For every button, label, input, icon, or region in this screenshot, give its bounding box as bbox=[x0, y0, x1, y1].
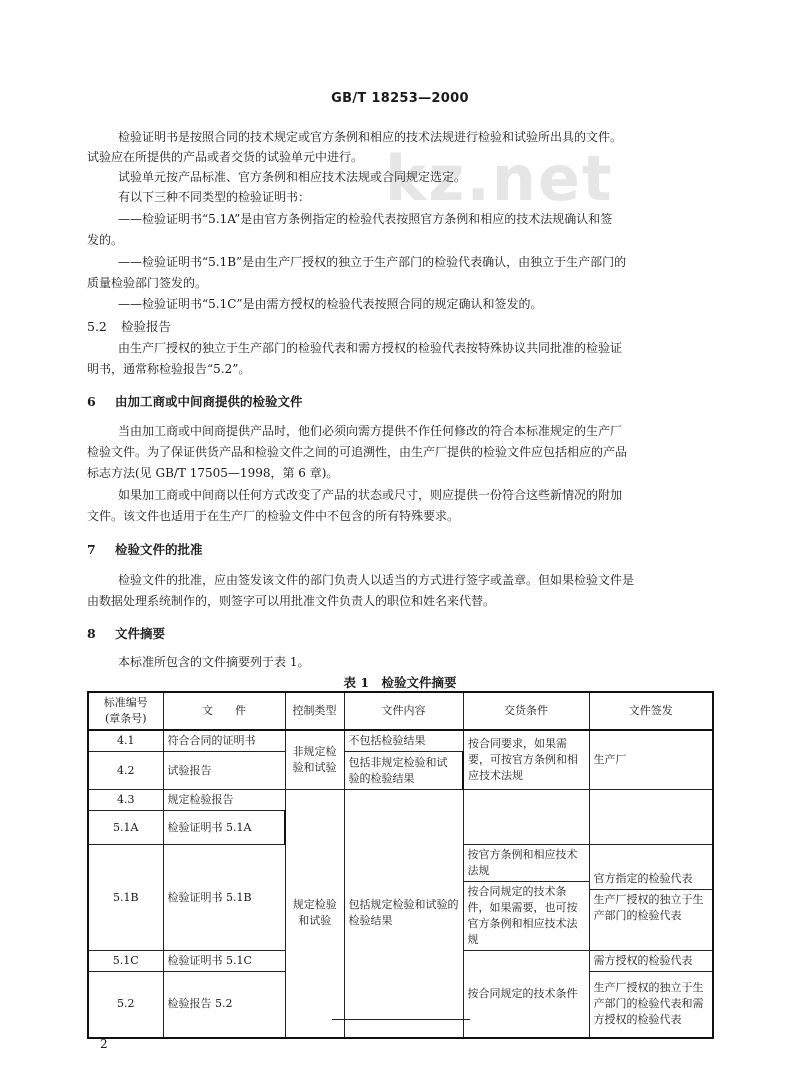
body-paragraph-line: 检验证明书是按照合同的技术规定或官方条例和相应的技术法规进行检验和试验所出具的文件。 bbox=[118, 130, 623, 144]
body-paragraph-line: 明书，通常称检验报告“5.2”。 bbox=[87, 362, 251, 376]
cell-issue: 生产厂授权的独立于生产部门的检验代表和需方授权的检验代表 bbox=[589, 972, 713, 1038]
body-paragraph-line: 当由加工商或中间商提供产品时，他们必须向需方提供不作任何修改的符合本标准规定的生产厂 bbox=[118, 424, 623, 438]
cell-document: 规定检验报告 bbox=[163, 790, 285, 811]
body-paragraph-line: 文件。该文件也适用于在生产厂的检验文件中不包含的所有特殊要求。 bbox=[87, 509, 460, 523]
body-paragraph: 试验单元按产品标准、官方条例和相应技术法规或合同规定选定。 bbox=[118, 170, 467, 184]
table-row bbox=[88, 730, 713, 752]
header-line: 标准编号 bbox=[103, 696, 148, 709]
section-title: 由加工商或中间商提供的检验文件 bbox=[115, 394, 303, 409]
cell-code: 5.1A bbox=[88, 811, 163, 845]
column-header-code bbox=[88, 692, 163, 730]
body-paragraph-line: 由生产厂授权的独立于生产部门的检验代表和需方授权的检验代表按特殊协议共同批准的检验证 bbox=[118, 341, 623, 355]
section-number: 8 bbox=[87, 626, 96, 641]
body-paragraph-line: 检验文件的批准，应由签发该文件的部门负责人以适当的方式进行签字或盖章。但如果检验文件是 bbox=[118, 573, 635, 587]
body-paragraph: 本标准所包含的文件摘要列于表 1。 bbox=[118, 655, 310, 669]
bullet-item-5-1a-cont: 发的。 bbox=[87, 233, 124, 247]
cell-code: 4.2 bbox=[88, 752, 163, 790]
cell-delivery bbox=[463, 845, 589, 951]
section-number: 5.2 bbox=[87, 319, 107, 334]
footer-rule bbox=[332, 1019, 470, 1020]
cell-code: 5.1C bbox=[88, 951, 163, 972]
section-title: 检验文件的批准 bbox=[115, 542, 203, 557]
cell-code: 5.1B bbox=[88, 845, 163, 951]
section-7-heading bbox=[87, 540, 203, 558]
cell-issue: 生产厂 bbox=[589, 730, 713, 790]
cell-delivery: 按合同要求，如果需要，可按官方条例和相应技术法规 bbox=[463, 730, 589, 790]
header-line: (章条号) bbox=[104, 712, 147, 725]
issue-text: 官方指定的检验代表 bbox=[593, 872, 693, 885]
cell-content: 包括规定检验和试验的检验结果 bbox=[344, 790, 463, 1038]
section-title: 检验报告 bbox=[121, 319, 172, 334]
standard-code-header: GB/T 18253—2000 bbox=[331, 91, 469, 106]
column-header-delivery: 交货条件 bbox=[463, 692, 589, 730]
delivery-text: 按合同规定的技术条件，如果需要，也可按官方条例和相应技术法规 bbox=[464, 881, 589, 948]
cell-delivery-empty bbox=[463, 790, 589, 845]
section-8-heading bbox=[87, 624, 165, 642]
watermark: kz.net bbox=[385, 142, 614, 215]
cell-document: 检验证明书 5.1A bbox=[163, 811, 285, 845]
cell-delivery: 按合同规定的技术条件 bbox=[463, 951, 589, 1038]
column-header-document: 文 件 bbox=[163, 692, 285, 730]
cell-code: 5.2 bbox=[88, 972, 163, 1038]
section-number: 6 bbox=[87, 394, 96, 409]
cell-document: 符合合同的证明书 bbox=[163, 730, 285, 752]
section-5-2-heading bbox=[87, 317, 171, 335]
column-header-content: 文件内容 bbox=[344, 692, 463, 730]
cell-issue bbox=[589, 845, 713, 951]
bullet-item-5-1b: ——检验证明书“5.1B”是由生产厂授权的独立于生产部门的检验代表确认，由独立于生产部门的 bbox=[118, 255, 627, 269]
body-paragraph-line: 标志方法(见 GB/T 17505—1998，第 6 章)。 bbox=[87, 466, 339, 480]
table-title: 表 1 检验文件摘要 bbox=[343, 675, 457, 690]
page-number: 2 bbox=[100, 1037, 108, 1051]
section-6-heading bbox=[87, 392, 303, 410]
section-title: 文件摘要 bbox=[115, 626, 166, 641]
document-summary-table bbox=[87, 691, 714, 1039]
delivery-text: 按官方条例和相应技术法规 bbox=[467, 848, 578, 877]
cell-content: 包括非规定检验和试验的检验结果 bbox=[344, 752, 463, 790]
cell-code: 4.1 bbox=[88, 730, 163, 752]
cell-issue: 需方授权的检验代表 bbox=[589, 951, 713, 972]
body-paragraph-line: 由数据处理系统制作的，则签字可以用批准文件负责人的职位和姓名来代替。 bbox=[87, 594, 496, 608]
cell-document: 检验证明书 5.1C bbox=[163, 951, 285, 972]
cell-document: 检验证明书 5.1B bbox=[163, 845, 285, 951]
bullet-item-5-1c: ——检验证明书“5.1C”是由需方授权的检验代表按照合同的规定确认和签发的。 bbox=[118, 297, 543, 311]
body-paragraph: 有以下三种不同类型的检验证明书： bbox=[118, 190, 311, 204]
body-paragraph-line: 如果加工商或中间商以任何方式改变了产品的状态或尺寸，则应提供一份符合这些新情况的附加 bbox=[118, 488, 623, 502]
issue-text: 生产厂授权的独立于生产部门的检验代表 bbox=[590, 889, 713, 924]
body-paragraph-line: 检验文件。为了保证供货产品和检验文件之间的可追溯性，由生产厂提供的检验文件应包括相应的产品 bbox=[87, 445, 628, 459]
cell-control-type: 规定检验和试验 bbox=[285, 790, 344, 1038]
body-paragraph-line: 试验应在所提供的产品或者交货的试验单元中进行。 bbox=[87, 150, 364, 164]
cell-content: 不包括检验结果 bbox=[344, 730, 463, 752]
cell-control-type: 非规定检验和试验 bbox=[285, 730, 344, 790]
cell-issue-empty bbox=[589, 790, 713, 845]
column-header-control-type: 控制类型 bbox=[285, 692, 344, 730]
bullet-item-5-1a: ——检验证明书“5.1A”是由官方条例指定的检验代表按照官方条例和相应的技术法规确认和签 bbox=[118, 212, 613, 226]
section-number: 7 bbox=[87, 542, 96, 557]
bullet-item-5-1b-cont: 质量检验部门签发的。 bbox=[87, 276, 208, 290]
cell-code: 4.3 bbox=[88, 790, 163, 811]
column-header-issue: 文件签发 bbox=[589, 692, 713, 730]
cell-document: 试验报告 bbox=[163, 752, 285, 790]
cell-document: 检验报告 5.2 bbox=[163, 972, 285, 1038]
table-header-row bbox=[88, 692, 713, 730]
table-row bbox=[88, 790, 713, 811]
